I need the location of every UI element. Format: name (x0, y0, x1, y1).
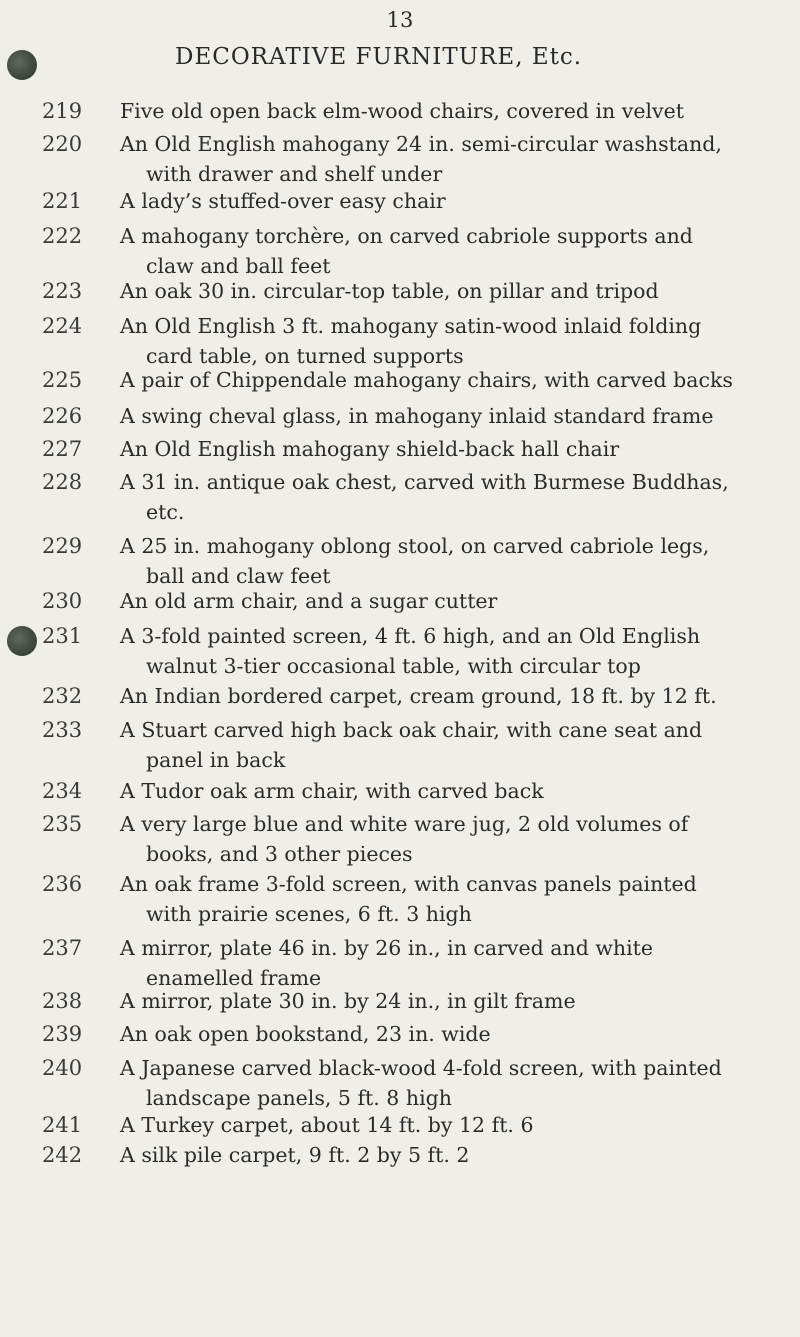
lot-number: 230 (42, 589, 83, 613)
lot-description-line: An Old English mahogany 24 in. semi-circular washstand, (120, 132, 722, 156)
page-number: 13 (386, 8, 414, 32)
lot-description-continuation: enamelled frame (146, 966, 322, 990)
lot-description (120, 96, 790, 126)
lot-number: 234 (42, 779, 83, 803)
lot-description-line: A mirror, plate 30 in. by 24 in., in gilt frame (120, 989, 576, 1013)
lot-description (120, 869, 790, 929)
lot-description-line: An Old English mahogany shield-back hall chair (120, 437, 620, 461)
lot-description-line: A Tudor oak arm chair, with carved back (120, 779, 544, 803)
lot-number: 229 (42, 534, 83, 558)
lot-description (120, 531, 790, 591)
lot-description-line: An oak frame 3-fold screen, with canvas panels painted (120, 872, 697, 896)
lot-number: 235 (42, 812, 83, 836)
lot-description (120, 621, 790, 681)
lot-description (120, 1019, 790, 1049)
ink-blot-lower (7, 626, 37, 656)
lot-description (120, 933, 790, 993)
lot-description (120, 715, 790, 775)
lot-number: 237 (42, 936, 83, 960)
lot-description-continuation: books, and 3 other pieces (146, 842, 413, 866)
lot-number: 220 (42, 132, 83, 156)
lot-number: 226 (42, 404, 83, 428)
lot-number: 228 (42, 470, 83, 494)
lot-number: 241 (42, 1113, 83, 1137)
lot-description-continuation: panel in back (146, 748, 286, 772)
lot-description (120, 1110, 790, 1140)
lot-description-line: Five old open back elm-wood chairs, covered in velvet (120, 99, 684, 123)
lot-description-continuation: with prairie scenes, 6 ft. 3 high (146, 902, 472, 926)
lot-description-line: A mahogany torchère, on carved cabriole supports and (120, 224, 693, 248)
lot-description-line: A 3-fold painted screen, 4 ft. 6 high, and an Old English (120, 624, 701, 648)
lot-number: 238 (42, 989, 83, 1013)
lot-description-line: An Indian bordered carpet, cream ground, 18 ft. by 12 ft. (120, 684, 717, 708)
lot-description-line: A silk pile carpet, 9 ft. 2 by 5 ft. 2 (120, 1143, 470, 1167)
lot-number: 236 (42, 872, 83, 896)
lot-description (120, 681, 790, 711)
ink-blot-upper (7, 50, 37, 80)
lot-description-line: A Stuart carved high back oak chair, with cane seat and (120, 718, 703, 742)
lot-number: 233 (42, 718, 83, 742)
lot-number: 242 (42, 1143, 83, 1167)
lot-description (120, 221, 790, 281)
lot-description (120, 776, 790, 806)
lot-description-line: A mirror, plate 46 in. by 26 in., in carved and white (120, 936, 654, 960)
lot-description-line: A lady’s stuffed-over easy chair (120, 189, 446, 213)
lot-description (120, 1140, 790, 1170)
lot-description (120, 186, 790, 216)
lot-description (120, 276, 790, 306)
lot-description (120, 809, 790, 869)
section-heading: DECORATIVE FURNITURE, Etc. (175, 44, 583, 70)
lot-description-line: A Japanese carved black-wood 4-fold screen, with painted (120, 1056, 722, 1080)
lot-description-continuation: card table, on turned supports (146, 344, 464, 368)
lot-number: 219 (42, 99, 83, 123)
lot-description (120, 1053, 790, 1113)
lot-description (120, 311, 790, 371)
lot-description-line: An oak 30 in. circular-top table, on pillar and tripod (120, 279, 659, 303)
lot-description-continuation: landscape panels, 5 ft. 8 high (146, 1086, 452, 1110)
lot-description-line: An Old English 3 ft. mahogany satin-wood inlaid folding (120, 314, 702, 338)
lot-description-continuation: claw and ball feet (146, 254, 331, 278)
lot-description-continuation: with drawer and shelf under (146, 162, 443, 186)
lot-number: 231 (42, 624, 83, 648)
lot-description (120, 467, 790, 527)
lot-description-line: An oak open bookstand, 23 in. wide (120, 1022, 491, 1046)
lot-number: 240 (42, 1056, 83, 1080)
lot-description-line: A 25 in. mahogany oblong stool, on carved cabriole legs, (120, 534, 710, 558)
lot-description-line: A 31 in. antique oak chest, carved with Burmese Buddhas, (120, 470, 729, 494)
lot-description-continuation: walnut 3-tier occasional table, with circular top (146, 654, 641, 678)
lot-description (120, 129, 790, 189)
lot-number: 224 (42, 314, 83, 338)
lot-number: 223 (42, 279, 83, 303)
lot-description (120, 986, 790, 1016)
lot-description-line: A Turkey carpet, about 14 ft. by 12 ft. 6 (120, 1113, 534, 1137)
lot-description (120, 586, 790, 616)
lot-number: 239 (42, 1022, 83, 1046)
lot-description (120, 434, 790, 464)
lot-description-line: A very large blue and white ware jug, 2 old volumes of (120, 812, 689, 836)
lot-description-continuation: etc. (146, 500, 185, 524)
lot-description (120, 401, 790, 431)
lot-number: 225 (42, 368, 83, 392)
lot-number: 227 (42, 437, 83, 461)
lot-description-line: A pair of Chippendale mahogany chairs, with carved backs (120, 368, 733, 392)
lot-description-line: A swing cheval glass, in mahogany inlaid standard frame (120, 404, 714, 428)
lot-description-line: An old arm chair, and a sugar cutter (120, 589, 498, 613)
lot-description (120, 365, 790, 395)
lot-number: 222 (42, 224, 83, 248)
lot-number: 232 (42, 684, 83, 708)
lot-number: 221 (42, 189, 83, 213)
lot-description-continuation: ball and claw feet (146, 564, 331, 588)
